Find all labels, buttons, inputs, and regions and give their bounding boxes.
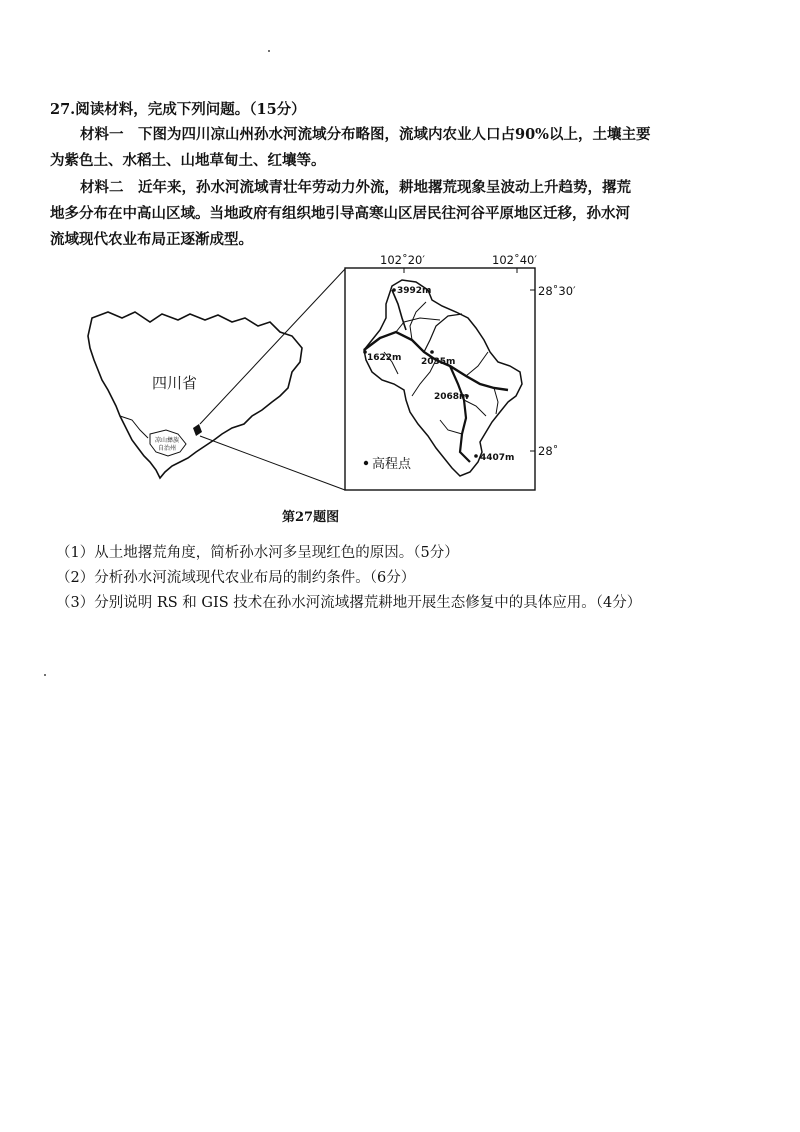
material2-line2: 地多分布在中高山区域。当地政府有组织地引导高寒山区居民往河谷平原地区迁移，孙水河 <box>50 205 630 222</box>
lon-label-2: 102˚40′ <box>492 253 537 267</box>
province-label: 四川省 <box>152 374 198 392</box>
sub-question-1: （1）从土地撂荒角度，简析孙水河多呈现红色的原因。（5分） <box>56 545 459 561</box>
figure-27-map <box>0 0 800 500</box>
elevation-point <box>474 454 478 458</box>
lat-label-1: 28˚30′ <box>538 284 576 298</box>
scan-speck <box>44 674 46 676</box>
sub-question-2: （2）分析孙水河流域现代农业布局的制约条件。（6分） <box>56 570 416 586</box>
sichuan-province-outline <box>88 312 302 478</box>
elevation-point <box>430 350 434 354</box>
prefecture-label-2: 自治州 <box>158 445 177 452</box>
material1-line1: 材料一 下图为四川凉山州孙水河流域分布略图，流域内农业人口占90%以上，土壤主要 <box>80 126 651 143</box>
elevation-label-4: 2068m <box>434 392 469 402</box>
elevation-point <box>392 288 396 292</box>
material1-line2: 为紫色土、水稻土、山地草甸土、红壤等。 <box>50 152 326 169</box>
elevation-label-3: 2035m <box>421 357 456 367</box>
material2-line1: 材料二 近年来，孙水河流域青壮年劳动力外流，耕地撂荒现象呈波动上升趋势，撂荒 <box>80 179 631 196</box>
lat-label-2: 28˚ <box>538 444 559 458</box>
elevation-label-2: 1622m <box>367 353 402 363</box>
material2-line3: 流域现代农业布局正逐渐成型。 <box>50 231 253 248</box>
elevation-label-1: 3992m <box>397 286 432 296</box>
prefecture-label-1: 凉山彝族 <box>155 437 180 444</box>
sub-question-3: （3）分别说明 RS 和 GIS 技术在孙水河流域撂荒耕地开展生态修复中的具体应用。（4分） <box>56 595 642 611</box>
lon-label-1: 102˚20′ <box>380 253 425 267</box>
legend-dot <box>364 461 368 465</box>
question-heading: 27.阅读材料，完成下列问题。（15分） <box>50 101 306 118</box>
legend-label: 高程点 <box>372 457 412 472</box>
elevation-label-5: 4407m <box>480 453 515 463</box>
figure-caption: 第27题图 <box>282 510 340 525</box>
